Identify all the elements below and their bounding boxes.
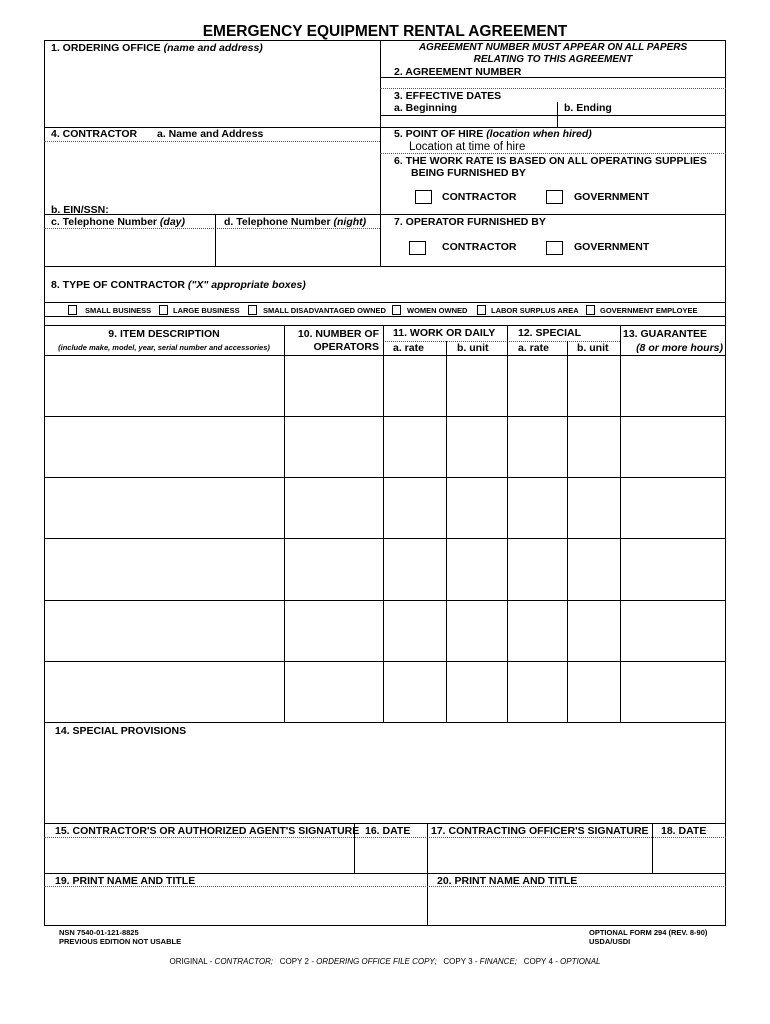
beginning-date-input[interactable] <box>384 116 554 126</box>
contractor-signature-input[interactable] <box>48 840 350 870</box>
phone-night-label: d. Telephone Number (night) <box>224 216 367 228</box>
work-unit-subheader: b. unit <box>457 342 489 354</box>
agency: USDA/USDI <box>589 937 631 946</box>
item-description-subheader: (include make, model, year, serial number and accessories) <box>58 343 270 352</box>
officer-print-name-input[interactable] <box>431 889 722 922</box>
phone-night-input[interactable] <box>219 231 377 263</box>
number-of-operators-header: 10. NUMBER OF <box>297 328 379 340</box>
item-description-header: 9. ITEM DESCRIPTION <box>108 328 220 340</box>
copy-3-label: COPY 3 <box>443 957 473 966</box>
large-business-label: LARGE BUSINESS <box>173 306 240 315</box>
ordering-office-input[interactable] <box>48 56 376 124</box>
point-of-hire-input[interactable] <box>409 140 721 153</box>
officer-signature-label: 17. CONTRACTING OFFICER'S SIGNATURE <box>431 825 649 837</box>
officer-date-input[interactable] <box>656 840 722 870</box>
operator-contractor-checkbox[interactable] <box>409 241 426 255</box>
small-disadvantaged-label: SMALL DISADVANTAGED OWNED <box>263 306 386 315</box>
small-business-label: SMALL BUSINESS <box>85 306 152 315</box>
beginning-label: a. Beginning <box>394 102 457 114</box>
work-or-daily-header: 11. WORK OR DAILY <box>393 327 496 339</box>
point-of-hire-label: 5. POINT OF HIRE (location when hired) <box>394 128 592 140</box>
officer-date-label: 18. DATE <box>661 825 707 837</box>
copy-2-label: COPY 2 <box>279 957 309 966</box>
agreement-notice-line2: RELATING TO THIS AGREEMENT <box>473 54 633 65</box>
officer-print-name-label: 20. PRINT NAME AND TITLE <box>437 875 578 887</box>
operator-contractor-label: CONTRACTOR <box>442 241 517 253</box>
special-provisions-input[interactable] <box>48 740 722 820</box>
ending-date-input[interactable] <box>561 116 723 126</box>
contractor-date-label: 16. DATE <box>365 825 411 837</box>
women-owned-checkbox[interactable] <box>392 305 401 315</box>
guarantee-header: 13. GUARANTEE <box>623 328 708 340</box>
contractor-label: 4. CONTRACTOR <box>51 128 138 140</box>
ein-ssn-label: b. EIN/SSN: <box>51 204 109 216</box>
form-number: OPTIONAL FORM 294 (REV. 8-90) <box>589 928 708 937</box>
labor-surplus-checkbox[interactable] <box>477 305 486 315</box>
phone-day-input[interactable] <box>48 231 210 263</box>
ordering-office-label: 1. ORDERING OFFICE (name and address) <box>51 42 263 54</box>
contractor-print-name-input[interactable] <box>48 889 423 922</box>
contractor-signature-label: 15. CONTRACTOR'S OR AUTHORIZED AGENT'S SIGNATURE <box>55 825 360 837</box>
copy-distribution <box>0 957 770 966</box>
government-employee-label: GOVERNMENT EMPLOYEE <box>600 306 698 315</box>
copy-original-dest: - CONTRACTOR; <box>209 957 274 966</box>
copy-2-dest: - ORDERING OFFICE FILE COPY; <box>311 957 437 966</box>
effective-dates-label: 3. EFFECTIVE DATES <box>394 90 502 102</box>
work-rate-subheader: a. rate <box>393 342 424 354</box>
work-rate-basis-label-2: BEING FURNISHED BY <box>411 167 526 179</box>
agreement-notice-line1: AGREEMENT NUMBER MUST APPEAR ON ALL PAPERS <box>418 42 688 53</box>
ending-label: b. Ending <box>564 102 612 114</box>
special-provisions-label: 14. SPECIAL PROVISIONS <box>55 725 187 737</box>
special-rate-subheader: a. rate <box>518 342 549 354</box>
form-title: EMERGENCY EQUIPMENT RENTAL AGREEMENT <box>202 23 568 40</box>
labor-surplus-label: LABOR SURPLUS AREA <box>491 306 579 315</box>
phone-day-label: c. Telephone Number (day) <box>51 216 186 228</box>
guarantee-subheader: (8 or more hours) <box>636 342 723 354</box>
supplies-contractor-label: CONTRACTOR <box>442 191 517 203</box>
supplies-government-checkbox[interactable] <box>546 190 563 204</box>
previous-edition-note: PREVIOUS EDITION NOT USABLE <box>59 937 182 946</box>
operator-furnished-label: 7. OPERATOR FURNISHED BY <box>394 216 546 228</box>
operator-government-checkbox[interactable] <box>546 241 563 255</box>
contractor-name-address-label: a. Name and Address <box>157 128 264 140</box>
copy-3-dest: - FINANCE; <box>474 957 518 966</box>
copy-4-dest: - OPTIONAL <box>555 957 601 966</box>
officer-signature-input[interactable] <box>431 840 648 870</box>
nsn-number: NSN 7540-01-121-8825 <box>59 928 139 937</box>
supplies-contractor-checkbox[interactable] <box>415 190 432 204</box>
operator-government-label: GOVERNMENT <box>574 241 650 253</box>
special-unit-subheader: b. unit <box>577 342 609 354</box>
supplies-government-label: GOVERNMENT <box>574 191 650 203</box>
work-rate-basis-label: 6. THE WORK RATE IS BASED ON ALL OPERATING SUPPLIES <box>394 155 707 167</box>
women-owned-label: WOMEN OWNED <box>407 306 468 315</box>
agreement-number-input[interactable] <box>384 78 722 87</box>
contractor-date-input[interactable] <box>358 840 423 870</box>
copy-original-label: ORIGINAL <box>169 957 208 966</box>
number-of-operators-header-2: OPERATORS <box>313 341 379 353</box>
agreement-number-label: 2. AGREEMENT NUMBER <box>394 66 522 78</box>
contractor-name-address-input[interactable] <box>48 143 376 203</box>
contractor-type-label: 8. TYPE OF CONTRACTOR ("X" appropriate boxes) <box>51 279 306 291</box>
small-business-checkbox[interactable] <box>68 305 77 315</box>
copy-4-label: COPY 4 <box>523 957 553 966</box>
small-disadvantaged-checkbox[interactable] <box>248 305 257 315</box>
contractor-print-name-label: 19. PRINT NAME AND TITLE <box>55 875 196 887</box>
government-employee-checkbox[interactable] <box>586 305 595 315</box>
large-business-checkbox[interactable] <box>159 305 168 315</box>
special-header: 12. SPECIAL <box>518 327 582 339</box>
